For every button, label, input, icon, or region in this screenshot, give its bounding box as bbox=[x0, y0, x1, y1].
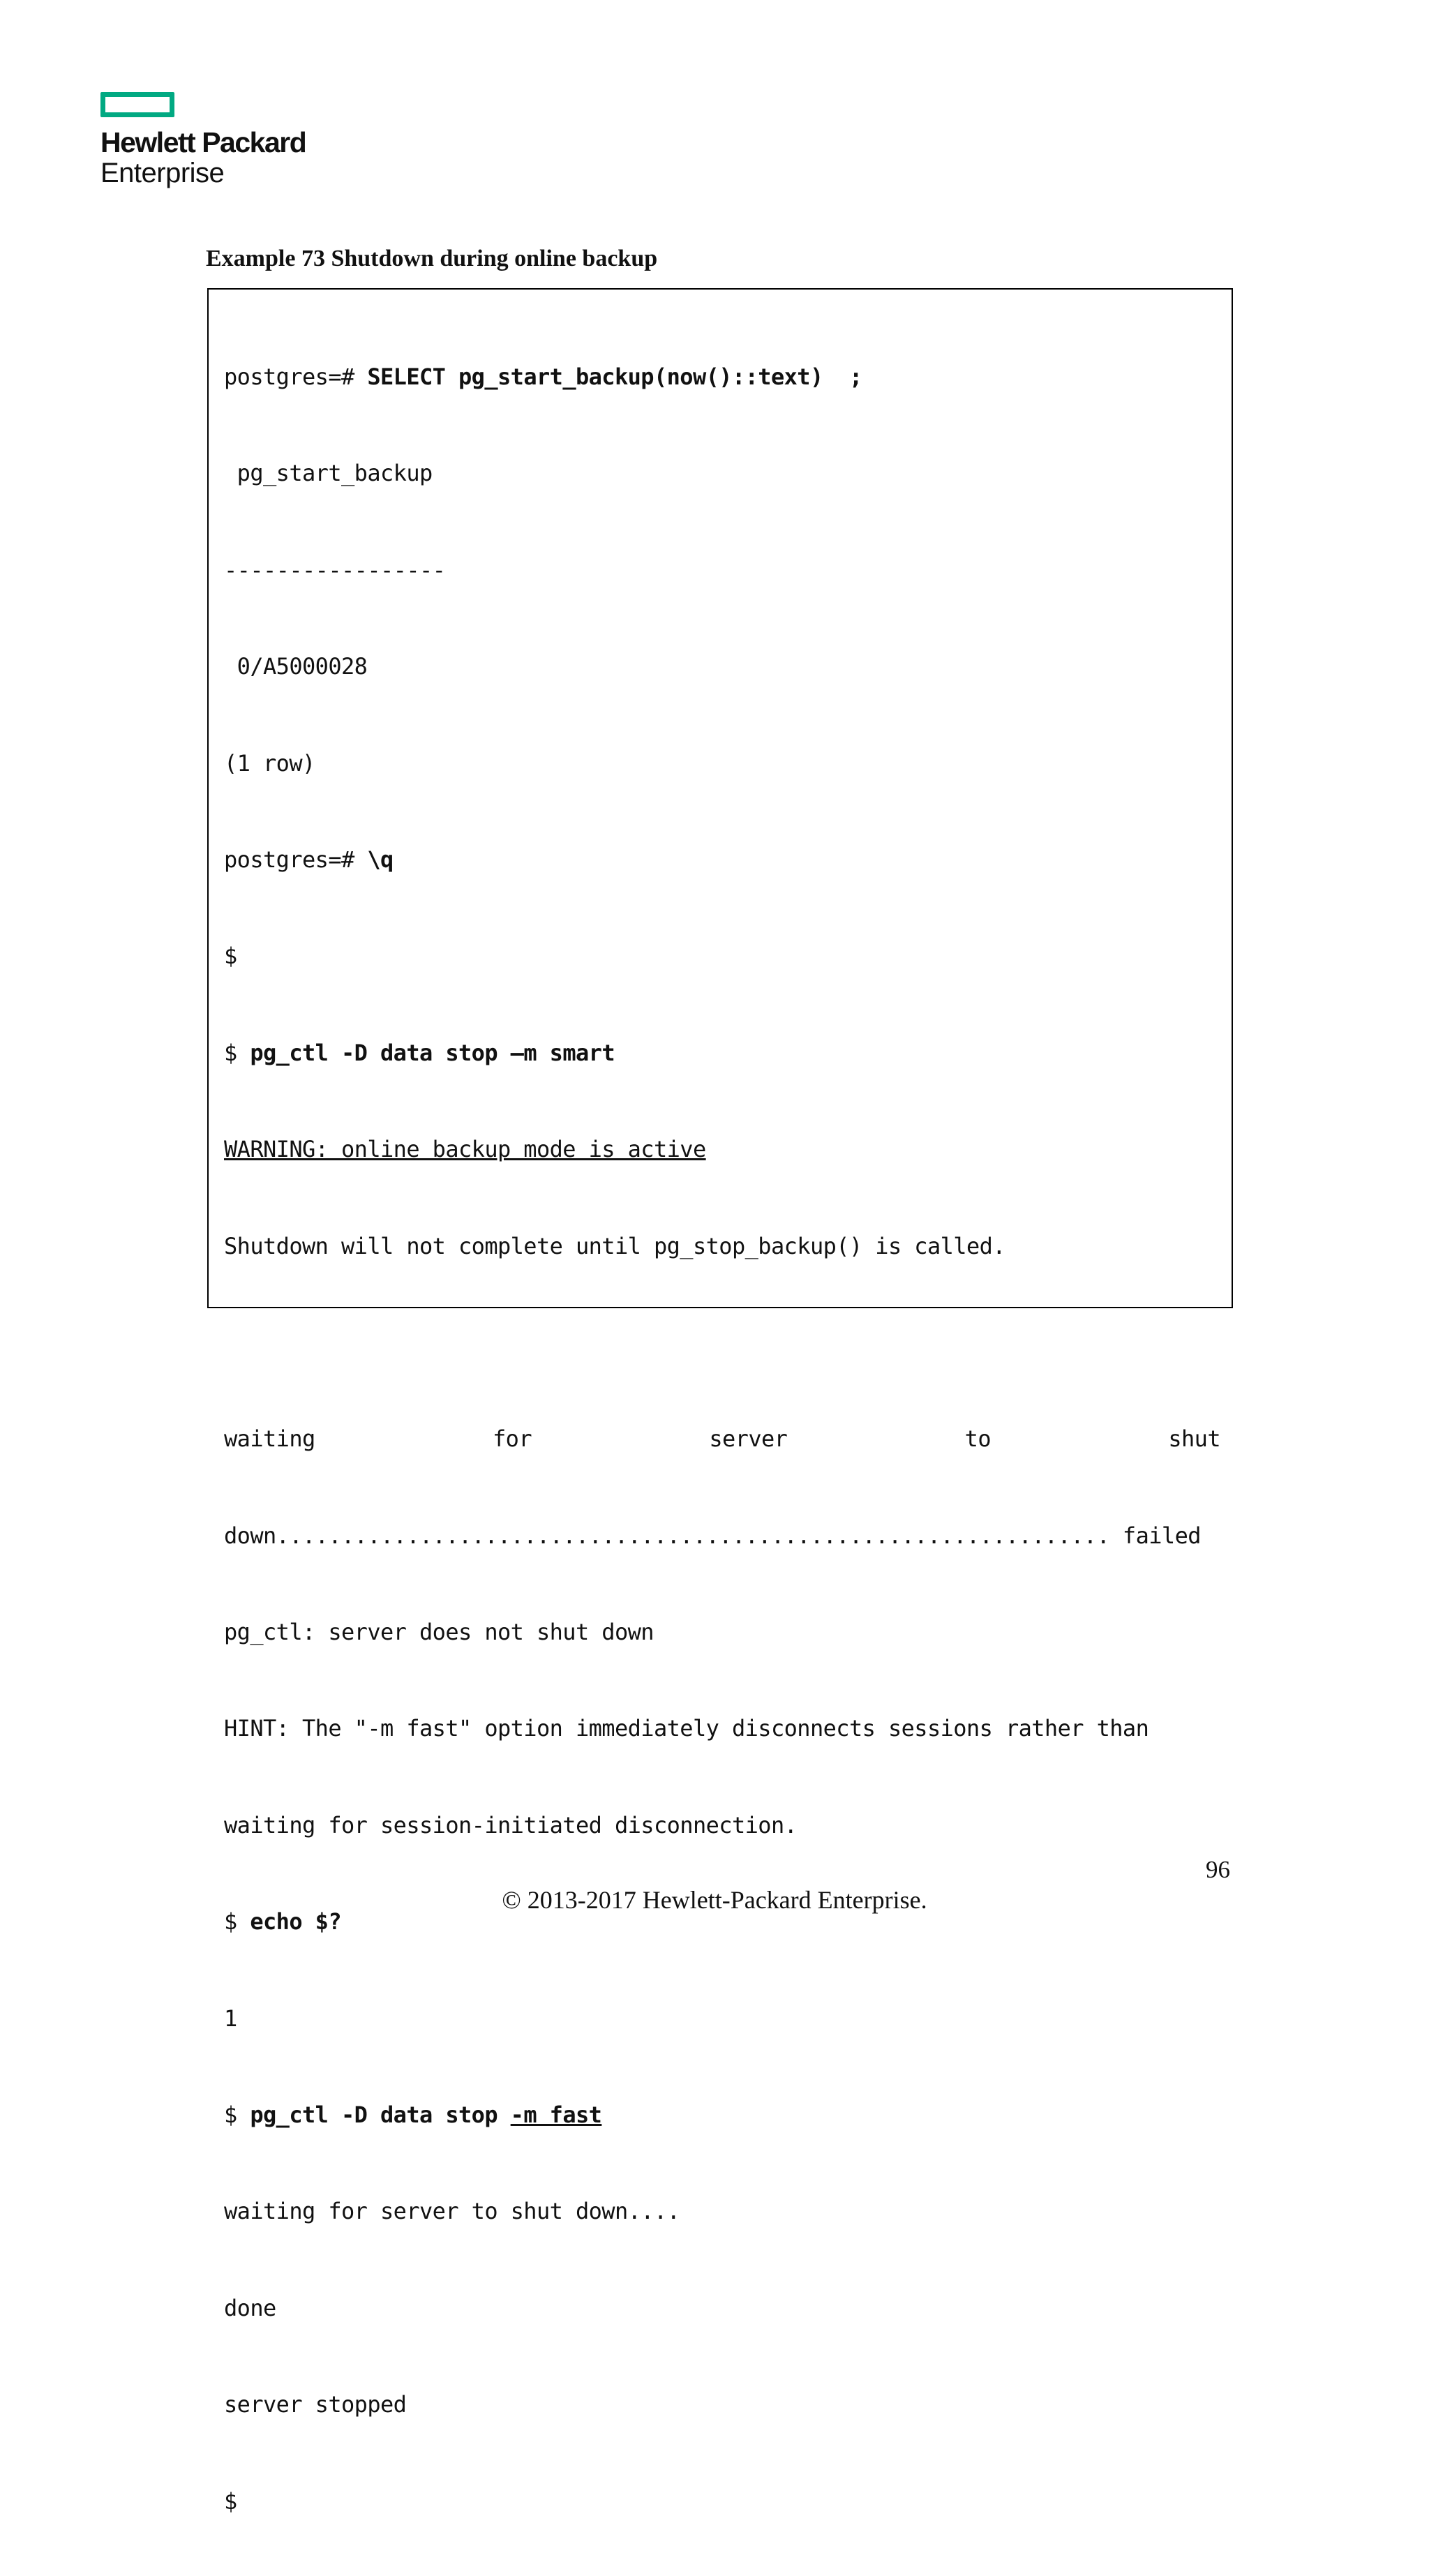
code-line: $ bbox=[224, 2487, 237, 2515]
page-number: 96 bbox=[1206, 1856, 1230, 1883]
code-line: HINT: The "-m fast" option immediately disconnects sessions rather than bbox=[224, 1715, 1149, 1742]
code-line-justified bbox=[224, 1417, 1220, 1460]
word: to bbox=[964, 1425, 991, 1453]
code-line: 1 bbox=[224, 2005, 237, 2032]
code-line: done bbox=[224, 2294, 276, 2321]
prompt: $ bbox=[224, 2102, 250, 2129]
code-line bbox=[224, 355, 1222, 398]
code-line: down................................................................ failed bbox=[224, 1522, 1201, 1549]
word: server bbox=[709, 1425, 788, 1453]
code-line: 0/A5000028 bbox=[224, 653, 368, 680]
code-line: $ bbox=[224, 943, 237, 970]
code-listing bbox=[224, 302, 1222, 2576]
code-line: waiting for session-initiated disconnection. bbox=[224, 1811, 798, 1839]
command: pg_ctl -D data stop bbox=[250, 2102, 511, 2129]
code-line-blank bbox=[224, 1321, 1222, 1364]
code-line: pg_start_backup bbox=[224, 460, 433, 487]
prompt: postgres=# bbox=[224, 364, 368, 390]
code-line bbox=[224, 1128, 1222, 1171]
code-line bbox=[224, 2093, 1222, 2136]
code-line: ----------------- bbox=[224, 556, 446, 583]
copyright-footer: © 2013-2017 Hewlett-Packard Enterprise. bbox=[502, 1886, 927, 1914]
code-line: (1 row) bbox=[224, 749, 315, 777]
command-option: -m fast bbox=[510, 2102, 602, 2129]
hpe-logo bbox=[100, 92, 306, 188]
logo-text-line2: Enterprise bbox=[100, 158, 225, 188]
command: echo $? bbox=[250, 1908, 342, 1935]
word: for bbox=[493, 1425, 532, 1453]
prompt: postgres=# bbox=[224, 846, 368, 873]
command: pg_ctl -D data stop –m smart bbox=[250, 1039, 615, 1066]
word: waiting bbox=[224, 1425, 315, 1453]
prompt: $ bbox=[224, 1908, 250, 1935]
code-line bbox=[224, 1031, 1222, 1074]
example-caption: Example 73 Shutdown during online backup bbox=[206, 246, 658, 271]
warning-text: WARNING: online backup mode is active bbox=[224, 1136, 706, 1163]
code-line: pg_ctl: server does not shut down bbox=[224, 1619, 654, 1646]
command: SELECT pg_start_backup(now()::text) ; bbox=[367, 364, 862, 390]
prompt: $ bbox=[224, 1039, 250, 1066]
code-line bbox=[224, 838, 1222, 881]
logo-text-line1: Hewlett Packard bbox=[100, 126, 306, 158]
code-line: Shutdown will not complete until pg_stop_backup() is called. bbox=[224, 1232, 1005, 1259]
word: shut bbox=[1168, 1425, 1220, 1453]
command: \q bbox=[367, 846, 394, 873]
code-line: waiting for server to shut down.... bbox=[224, 2198, 680, 2225]
hpe-logo-rectangle bbox=[100, 92, 174, 117]
code-line: server stopped bbox=[224, 2391, 407, 2418]
